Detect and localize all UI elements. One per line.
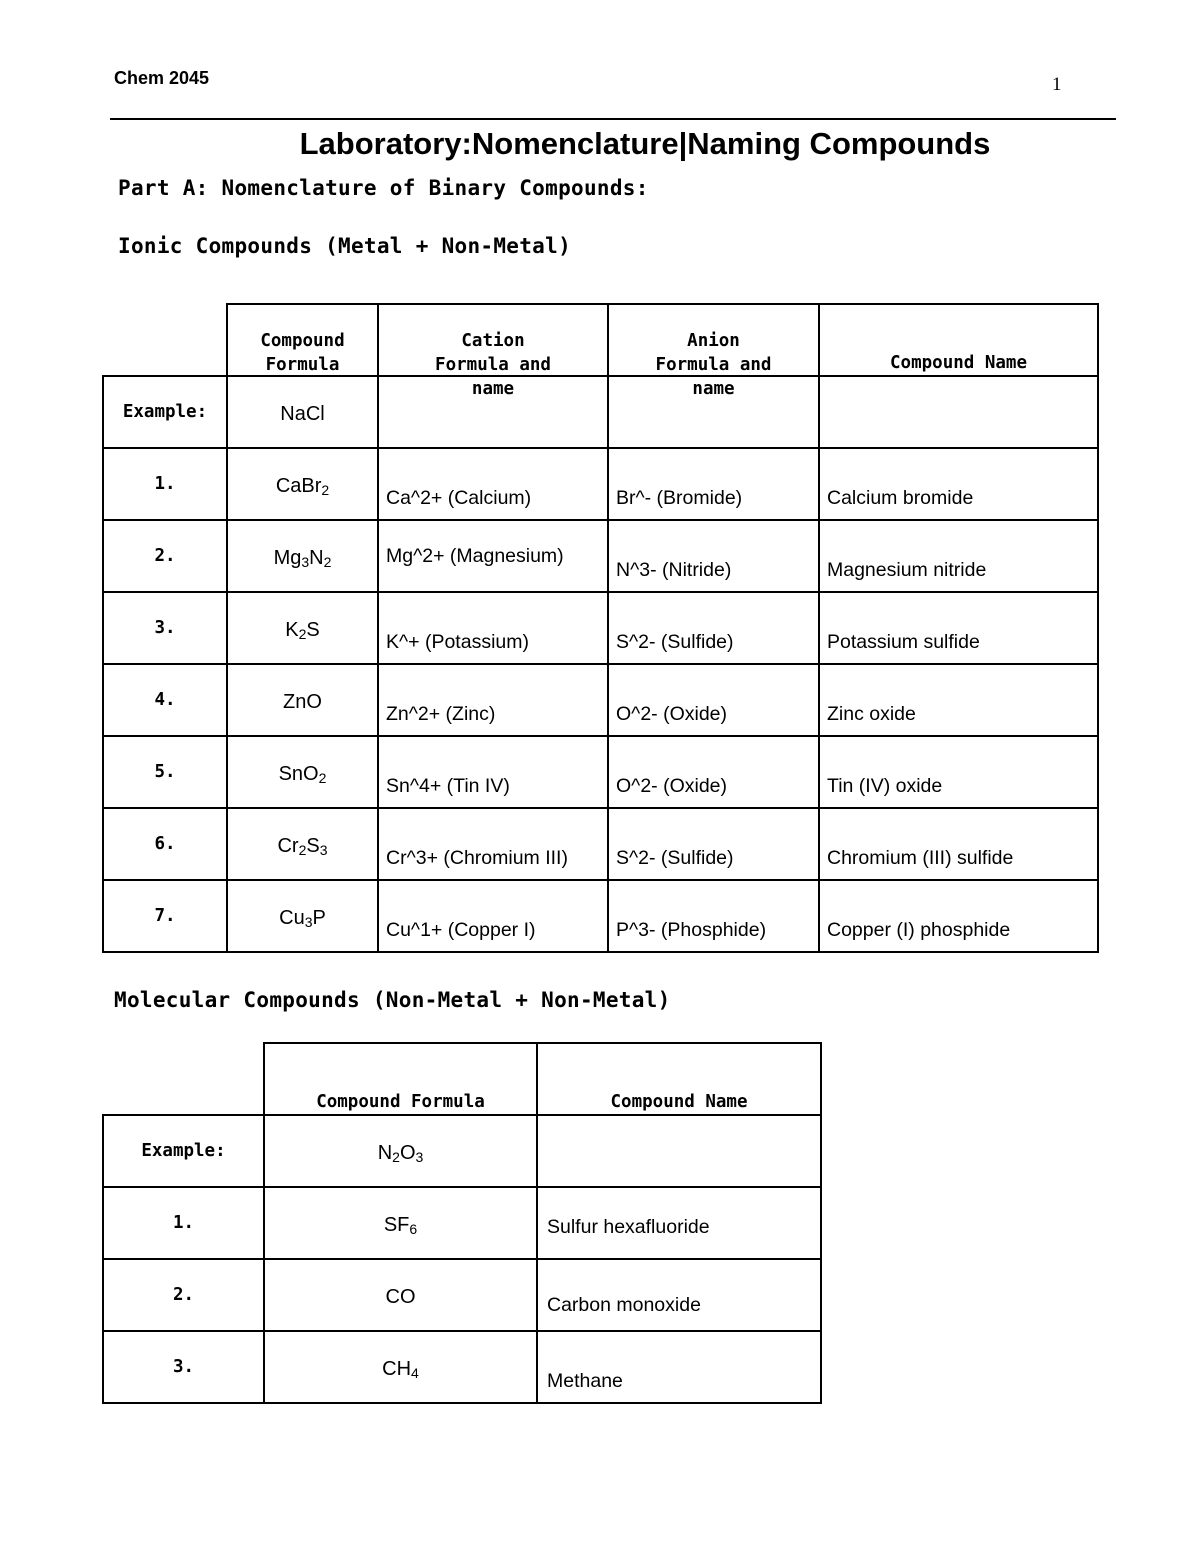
cation-answer: Ca^2+ (Calcium) (386, 487, 532, 509)
col-header-line: Formula (265, 355, 340, 375)
compound-name-cell[interactable] (537, 1187, 821, 1259)
cation-answer: Mg^2+ (Magnesium) (386, 545, 564, 567)
compound-formula: CO (264, 1259, 537, 1331)
row-label: 7. (103, 880, 227, 952)
ionic-row (103, 448, 1098, 520)
ionic-col-formula (227, 304, 378, 376)
molecular-table (102, 1042, 822, 1404)
compound-name-cell[interactable] (819, 664, 1098, 736)
anion-answer: S^2- (Sulfide) (616, 847, 734, 869)
anion-cell[interactable] (608, 376, 819, 448)
ionic-col-cation (378, 304, 608, 399)
anion-cell[interactable] (608, 520, 819, 592)
compound-name-answer: Potassium sulfide (827, 631, 980, 653)
molecular-row (103, 1187, 821, 1259)
molecular-header-row (103, 1043, 821, 1115)
ionic-col-anion (608, 304, 819, 399)
ionic-example-row (103, 376, 1098, 448)
cation-cell[interactable] (378, 592, 608, 664)
anion-cell[interactable] (608, 448, 819, 520)
row-label: 6. (103, 808, 227, 880)
page-title: Laboratory:Nomenclature|Naming Compounds (299, 126, 991, 161)
compound-name-cell[interactable] (819, 808, 1098, 880)
compound-name-answer: Carbon monoxide (547, 1294, 701, 1316)
ionic-col-name (819, 304, 1098, 376)
anion-cell[interactable] (608, 664, 819, 736)
part-a-heading: Part A: Nomenclature of Binary Compounds: (118, 176, 649, 200)
ionic-heading: Ionic Compounds (Metal + Non-Metal) (118, 234, 572, 258)
cation-answer: Cu^1+ (Copper I) (386, 919, 536, 941)
molecular-col-name: Compound Name (537, 1043, 821, 1115)
molecular-heading: Molecular Compounds (Non-Metal + Non-Metal) (114, 988, 671, 1012)
cation-cell[interactable] (378, 664, 608, 736)
compound-name-cell[interactable] (819, 592, 1098, 664)
row-label: 4. (103, 664, 227, 736)
course-name: Chem 2045 (114, 68, 210, 88)
ionic-row (103, 880, 1098, 952)
compound-name-answer: Methane (547, 1370, 623, 1392)
col-header-line: Formula and (435, 355, 551, 375)
cation-cell[interactable] (378, 448, 608, 520)
compound-formula: SnO$_2$ (227, 736, 378, 808)
col-header-line: Anion (687, 331, 740, 351)
cation-cell[interactable] (378, 736, 608, 808)
anion-answer: P^3- (Phosphide) (616, 919, 767, 941)
ionic-row (103, 808, 1098, 880)
row-label: 2. (103, 520, 227, 592)
col-header-line: name (471, 379, 515, 399)
compound-formula: $SF_6$ (264, 1187, 537, 1259)
compound-formula: NaCl (227, 376, 378, 448)
molecular-row (103, 1259, 821, 1331)
anion-answer: O^2- (Oxide) (616, 703, 728, 725)
cation-cell[interactable] (378, 880, 608, 952)
row-label: Example: (103, 376, 227, 448)
compound-formula: $K_2S$ (227, 592, 378, 664)
compound-name-cell[interactable] (819, 520, 1098, 592)
anion-answer: N^3- (Nitride) (616, 559, 732, 581)
compound-formula: $N_2O_3$ (264, 1115, 537, 1187)
col-header-line: name (692, 379, 735, 399)
col-header-line: Formula and (655, 355, 772, 375)
ionic-row (103, 664, 1098, 736)
compound-name-cell[interactable] (537, 1331, 821, 1403)
cation-answer: Cr^3+ (Chromium III) (386, 847, 568, 869)
row-label: 1. (103, 1187, 264, 1259)
compound-name-answer: Zinc oxide (827, 703, 916, 725)
col-header-line: Compound Name (890, 353, 1027, 373)
compound-name-cell[interactable] (819, 376, 1098, 448)
compound-formula: CaBr$_2$ (227, 448, 378, 520)
col-header-line: Cation (461, 331, 525, 351)
row-label: 3. (103, 592, 227, 664)
row-label: 2. (103, 1259, 264, 1331)
ionic-header-row (103, 304, 1098, 376)
anion-cell[interactable] (608, 592, 819, 664)
row-label: 1. (103, 448, 227, 520)
compound-name-answer: Magnesium nitride (827, 559, 987, 581)
ionic-row (103, 736, 1098, 808)
compound-formula: ZnO (227, 664, 378, 736)
anion-answer: Br^- (Bromide) (616, 487, 743, 509)
ionic-row (103, 520, 1098, 592)
compound-name-cell[interactable] (819, 736, 1098, 808)
compound-name-cell[interactable] (819, 880, 1098, 952)
row-label: 5. (103, 736, 227, 808)
compound-name-cell[interactable] (537, 1259, 821, 1331)
anion-answer: S^2- (Sulfide) (616, 631, 734, 653)
compound-name-answer: Calcium bromide (827, 487, 974, 509)
anion-cell[interactable] (608, 736, 819, 808)
molecular-example-row (103, 1115, 821, 1187)
header-rule (110, 118, 1116, 120)
anion-cell[interactable] (608, 880, 819, 952)
compound-name-answer: Tin (IV) oxide (827, 775, 943, 797)
compound-formula: $Cu_3P$ (227, 880, 378, 952)
compound-name-cell[interactable] (819, 448, 1098, 520)
cation-cell[interactable] (378, 520, 608, 592)
compound-name-cell[interactable] (537, 1115, 821, 1187)
row-label: 3. (103, 1331, 264, 1403)
col-header-line: Compound (260, 331, 345, 351)
molecular-row (103, 1331, 821, 1403)
cation-answer: Zn^2+ (Zinc) (386, 703, 496, 725)
compound-name-answer: Chromium (III) sulfide (827, 847, 1014, 869)
ionic-table (102, 303, 1099, 953)
row-label: Example: (103, 1115, 264, 1187)
molecular-col-formula: Compound Formula (264, 1043, 537, 1115)
cation-cell[interactable] (378, 808, 608, 880)
cation-cell[interactable] (378, 376, 608, 448)
compound-name-answer: Sulfur hexafluoride (547, 1216, 710, 1238)
compound-name-answer: Copper (I) phosphide (827, 919, 1011, 941)
ionic-row (103, 592, 1098, 664)
compound-formula: $Mg_3N_2$ (227, 520, 378, 592)
molecular-corner-cell (103, 1043, 264, 1115)
anion-cell[interactable] (608, 808, 819, 880)
cation-answer: Sn^4+ (Tin IV) (386, 775, 510, 797)
page-number: 1 (1052, 74, 1062, 95)
compound-formula: $CH_4$ (264, 1331, 537, 1403)
anion-answer: O^2- (Oxide) (616, 775, 728, 797)
ionic-corner-cell (103, 304, 227, 376)
cation-answer: K^+ (Potassium) (386, 631, 529, 653)
compound-formula: $Cr_2S_3$ (227, 808, 378, 880)
